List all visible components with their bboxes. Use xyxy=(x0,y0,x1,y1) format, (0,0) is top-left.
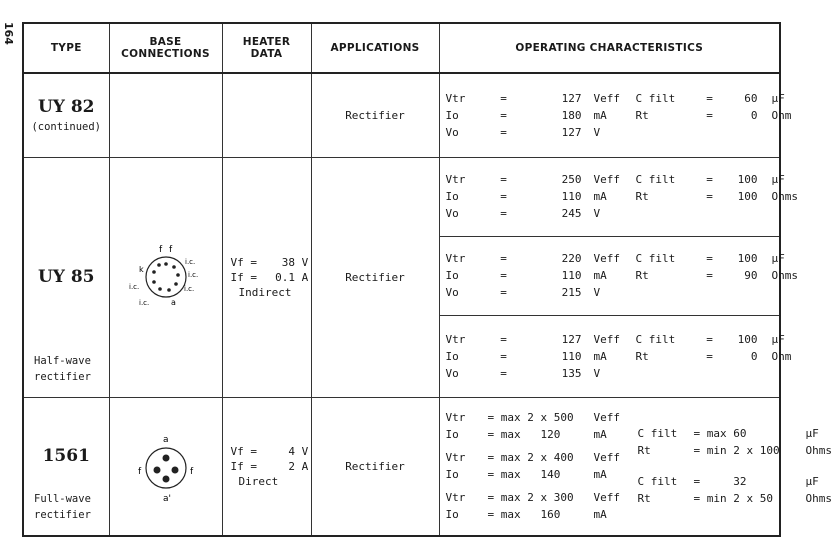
row-1561 xyxy=(23,397,780,536)
pin-label: i.c. xyxy=(138,299,149,307)
page-number: 164 xyxy=(2,22,15,45)
type-subtitle: (continued) xyxy=(31,121,102,134)
heater-if: If = 0.1 A xyxy=(230,270,309,284)
ops-row: Rt = 0 Ohm xyxy=(635,108,792,122)
ops-row: Io = max 160 mA xyxy=(445,508,607,522)
header-type: TYPE xyxy=(23,23,109,73)
ops-row: Vtr = max 2 x 300 Veff xyxy=(445,491,620,505)
type-cell-1561 xyxy=(23,397,109,536)
ops-row: C filt = 100 µF xyxy=(635,252,785,265)
ops-left xyxy=(446,331,626,382)
pin-label: f xyxy=(137,467,141,478)
application-1561: Rectifier xyxy=(311,397,439,536)
header-operating-characteristics: OPERATING CHARACTERISTICS xyxy=(439,23,780,73)
ops-row: C filt = 100 µF xyxy=(635,332,785,346)
ops-row: Rt = 100 Ohms xyxy=(635,190,798,203)
pin-label: i.c. xyxy=(184,258,195,266)
base-cell-uy82 xyxy=(109,73,222,157)
pin-label: k xyxy=(138,265,144,274)
ops-row: Vtr = 127 Veff xyxy=(445,332,620,346)
ops-row: C filt = 100 µF xyxy=(635,173,785,186)
four-pin-base-diagram-icon xyxy=(126,426,206,506)
ops-row: Rt = min 2 x 50 Ohms xyxy=(637,492,832,506)
ops-row: Io = max 120 mA xyxy=(445,428,607,442)
pin-label: a xyxy=(162,435,169,446)
ops-right xyxy=(636,250,802,301)
row-uy82 xyxy=(23,73,780,157)
type-name: UY 82 xyxy=(37,97,95,118)
ops-row: Io = 180 mA xyxy=(445,108,607,122)
ops-row: C filt = 60 µF xyxy=(635,91,785,105)
heater-cell-uy85 xyxy=(222,157,311,397)
ops-row: Io = 110 mA xyxy=(445,190,607,203)
heater-vf: Vf = 38 V xyxy=(230,255,309,269)
noval-base-diagram-icon xyxy=(121,232,211,322)
ops-uy85-1 xyxy=(439,157,798,236)
type-cell-uy85 xyxy=(23,157,109,397)
heater-mode: Direct xyxy=(238,474,279,488)
ops-right xyxy=(636,331,802,382)
ops-row: Vo = 127 V xyxy=(445,125,601,139)
pin-label: f xyxy=(158,245,162,255)
pin-label: a xyxy=(170,298,176,307)
ops-row: Io = 110 mA xyxy=(445,349,607,363)
ops-left xyxy=(446,250,626,301)
heater-mode: Indirect xyxy=(238,285,292,299)
heater-cell-1561 xyxy=(222,397,311,536)
header-base-connections: BASE CONNECTIONS xyxy=(109,23,222,73)
ops-row: Vtr = max 2 x 400 Veff xyxy=(445,451,620,465)
heater-if: If = 2 A xyxy=(230,459,309,473)
ops-row: Vo = 245 V xyxy=(445,207,601,220)
pin-label: i.c. xyxy=(183,285,194,293)
ops-left-uy82 xyxy=(446,90,626,141)
heater-vf: Vf = 4 V xyxy=(230,444,309,458)
ops-right-uy82 xyxy=(636,90,802,141)
type-name: 1561 xyxy=(42,446,90,467)
type-name: UY 85 xyxy=(37,267,95,287)
ops-row: Io = 110 mA xyxy=(445,269,607,282)
tube-data-table xyxy=(22,22,832,537)
heater-cell-uy82 xyxy=(222,73,311,157)
ops-row: Rt = 0 Ohm xyxy=(635,349,792,363)
ops-row: Vo = 135 V xyxy=(445,366,601,380)
ops-row: Io = max 140 mA xyxy=(445,468,607,482)
ops-1561 xyxy=(439,397,832,536)
row-uy85-a xyxy=(23,157,780,236)
pin-label: f xyxy=(168,245,172,255)
ops-uy82 xyxy=(439,73,792,157)
pin-label: i.c. xyxy=(128,283,139,291)
pin-label: a' xyxy=(162,494,171,505)
ops-row: C filt = 32 µF xyxy=(637,475,819,489)
ops-row: Rt = 90 Ohms xyxy=(635,269,798,282)
ops-row: Vtr = 127 Veff xyxy=(445,91,620,105)
pin-label: i.c. xyxy=(187,271,198,279)
ops-row: Rt = min 2 x 100 Ohms xyxy=(637,444,832,458)
ops-left-1561 xyxy=(446,409,634,523)
ops-row: Vtr = max 2 x 500 Veff xyxy=(445,411,620,425)
ops-left xyxy=(446,171,626,222)
base-cell-1561 xyxy=(109,397,222,536)
ops-right-1561 xyxy=(638,425,832,507)
ops-right xyxy=(636,171,802,222)
header-applications: APPLICATIONS xyxy=(311,23,439,73)
type-cell-uy82 xyxy=(23,73,109,157)
ops-uy85-2 xyxy=(439,236,798,315)
application-uy85: Rectifier xyxy=(311,157,439,397)
header-heater-data: HEATER DATA xyxy=(222,23,311,73)
pin-label: f xyxy=(189,467,193,478)
type-description: Half-wave rectifier xyxy=(34,354,91,383)
ops-uy85-3 xyxy=(439,315,792,397)
ops-row: Vo = 215 V xyxy=(445,286,601,299)
ops-row: Vtr = 250 Veff xyxy=(445,173,620,186)
base-cell-uy85 xyxy=(109,157,222,397)
ops-row: Vtr = 220 Veff xyxy=(445,252,620,265)
application-uy82: Rectifier xyxy=(311,73,439,157)
ops-row: C filt = max 60 µF xyxy=(637,427,819,441)
type-description: Full-wave rectifier xyxy=(34,493,91,521)
